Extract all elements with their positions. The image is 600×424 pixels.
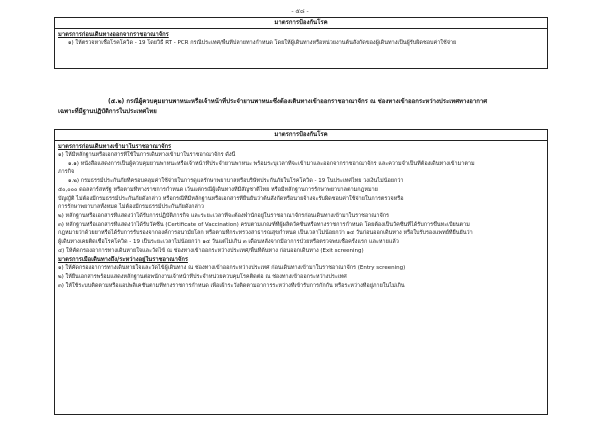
measure-line: ๑.๒) กรมธรรม์ประกันภัยที่ครอบคลุมค่าใช้จ่ายในการดูแลรักษาพยาบาลหรือบริษัทประกันภัยในโรคโควิด - 19 ในประเทศไทย วงเงินไม่น้อยกว่า bbox=[68, 178, 404, 185]
measure-line: ๑) ให้คัดกรองอาการทางเดินหายใจและวัดไข้ผู้เดินทาง ณ ช่องทางเข้าออกระหว่างประเทศ ก่อนเดินทางเข้ามาในราชอาณาจักร (Entry screening) bbox=[58, 265, 406, 272]
measure-line: ๔) ให้คัดกรองอาการทางเดินหายใจและวัดไข้ ณ ช่องทางเข้าออกระหว่างประเทศ/พื้นที่ต้นทาง ก่อนออกเดินทาง (Exit screening) bbox=[58, 247, 364, 254]
table-header: มาตรการป้องกันโรค bbox=[55, 18, 547, 29]
table-body bbox=[55, 141, 547, 291]
section-subheading: มาตรการก่อนเดินทางเข้ามาในราชอาณาจักร bbox=[58, 144, 172, 150]
page-number: - ๕๘ - bbox=[291, 8, 309, 15]
measure-line: บัญญัติ ไม่ต้องมีกรมธรรม์ประกันภัยดังกล่าว หรือกรณีที่มีหลักฐานหรือเอกสารที่ยืนยันว่าต้นสังกัดหรือนายจ้างจะรับผิดชอบค่าใช้จ่ายในการตรวจหรือ bbox=[58, 195, 404, 202]
measure-line: ๓) หลักฐานหรือเอกสารที่แสดงว่าได้รับวัคซีน (Certificate of Vaccination) ครบตามเกณฑ์ที่ผู้ผลิตวัคซีนหรือทางราชการกำหนด โดยต้องเป็นวัคซีนที่ได้รับการขึ้นทะเบียนตาม bbox=[58, 221, 470, 228]
table-header: มาตรการป้องกันโรค bbox=[55, 130, 547, 141]
measure-line: ผู้เดินทางเคยติดเชื้อโรคโควิด - 19 เป็นระยะเวลาไม่น้อยกว่า ๑๔ วันแต่ไม่เกิน ๓ เดือนหลังจากมีอาการป่วยหรือตรวจพบเชื้อครั้งแรก และหายแล้ว bbox=[58, 239, 399, 246]
section-heading: (๕.๒) กรณีผู้ควบคุมยานพาหนะหรือเจ้าหน้าที่ประจำยานพาหนะซึ่งต้องเดินทางเข้าออกราชอาณาจักร ณ ช่องทางเข้าออกระหว่างประเทศทางอากาศ bbox=[108, 98, 488, 105]
measure-line: ๑.๑) หนังสือแสดงการเป็นผู้ควบคุมยานพาหนะหรือเจ้าหน้าที่ประจำยานพาหนะ พร้อมระบุเวลาที่จะเข้ามาและออกจากราชอาณาจักร และความจำเป็นที่ต้องเดินทางเข้ามาตาม bbox=[68, 160, 475, 167]
measure-line: ภารกิจ bbox=[58, 169, 75, 176]
measure-line: ๑) ให้ตรวจหาเชื้อโรคโควิด - 19 โดยวิธี RT - PCR กรณีประเทศ/พื้นที่ปลายทางกำหนด โดยให้ผู้เดินทางหรือหน่วยงานต้นสังกัดของผู้เดินทางเป็นผู้รับผิดชอบค่าใช้จ่าย bbox=[68, 40, 457, 46]
measures-table-crew bbox=[54, 129, 548, 415]
measures-table-departure bbox=[54, 17, 548, 69]
section-subheading: มาตรการเมื่อเดินทางถึง/ระหว่างอยู่ในราชอาณาจักร bbox=[58, 257, 188, 264]
measure-line: ๓) ให้ใช้ระบบติดตามหรือแอปพลิเคชันตามที่ทางราชการกำหนด เพื่อเฝ้าระวังติดตามอาการระหว่างที่เข้ารับการกักกัน หรือระหว่างที่อยู่ภายในไม่เกิน bbox=[58, 282, 405, 289]
table-body bbox=[55, 29, 547, 48]
measure-line: ๒) ให้ยื่นเอกสารพร้อมแสดงหลักฐานต่อพนักงานเจ้าหน้าที่ประจำหน่วยควบคุมโรคติดต่อ ณ ช่องทางเข้าออกระหว่างประเทศ bbox=[58, 274, 347, 281]
measure-line: ๑) ให้มีหลักฐานหรือเอกสารที่ใช้ในการเดินทางเข้ามาในราชอาณาจักร ดังนี้ bbox=[58, 152, 236, 158]
measure-line: ๒) หลักฐานหรือเอกสารที่แสดงว่าได้รับการปฏิบัติภารกิจ และระยะเวลาที่จะต้องพำนักอยู่ในราชอาณาจักรก่อนเดินทางเข้ามาในราชอาณาจักร bbox=[58, 212, 389, 219]
measure-line: การรักษาพยาบาลทั้งหมด ไม่ต้องมีกรมธรรม์ประกันภัยดังกล่าว bbox=[58, 204, 204, 211]
section-subheading: มาตรการก่อนเดินทางออกจากราชอาณาจักร bbox=[58, 32, 169, 38]
section-heading-continued: เฉพาะที่มีฐานปฏิบัติการในประเทศไทย bbox=[58, 108, 157, 115]
measure-line: ๕๐,๐๐๐ ดอลลาร์สหรัฐ หรือตามที่ทางราชการกำหนด เว้นแต่กรณีผู้เดินทางที่มีสัญชาติไทย หรือมีหลักฐานการรักษาพยาบาลตามกฎหมาย bbox=[58, 186, 378, 193]
measure-line: กฎหมายว่าด้วยยาหรือได้รับการรับรองจากองค์การอนามัยโลก หรือตามที่กระทรวงสาธารณสุขกำหนด เป็นเวลาไม่น้อยกว่า ๑๔ วันก่อนออกเดินทาง หรือใบรับรองแพทย์ที่ยืนยันว่า bbox=[58, 230, 473, 237]
